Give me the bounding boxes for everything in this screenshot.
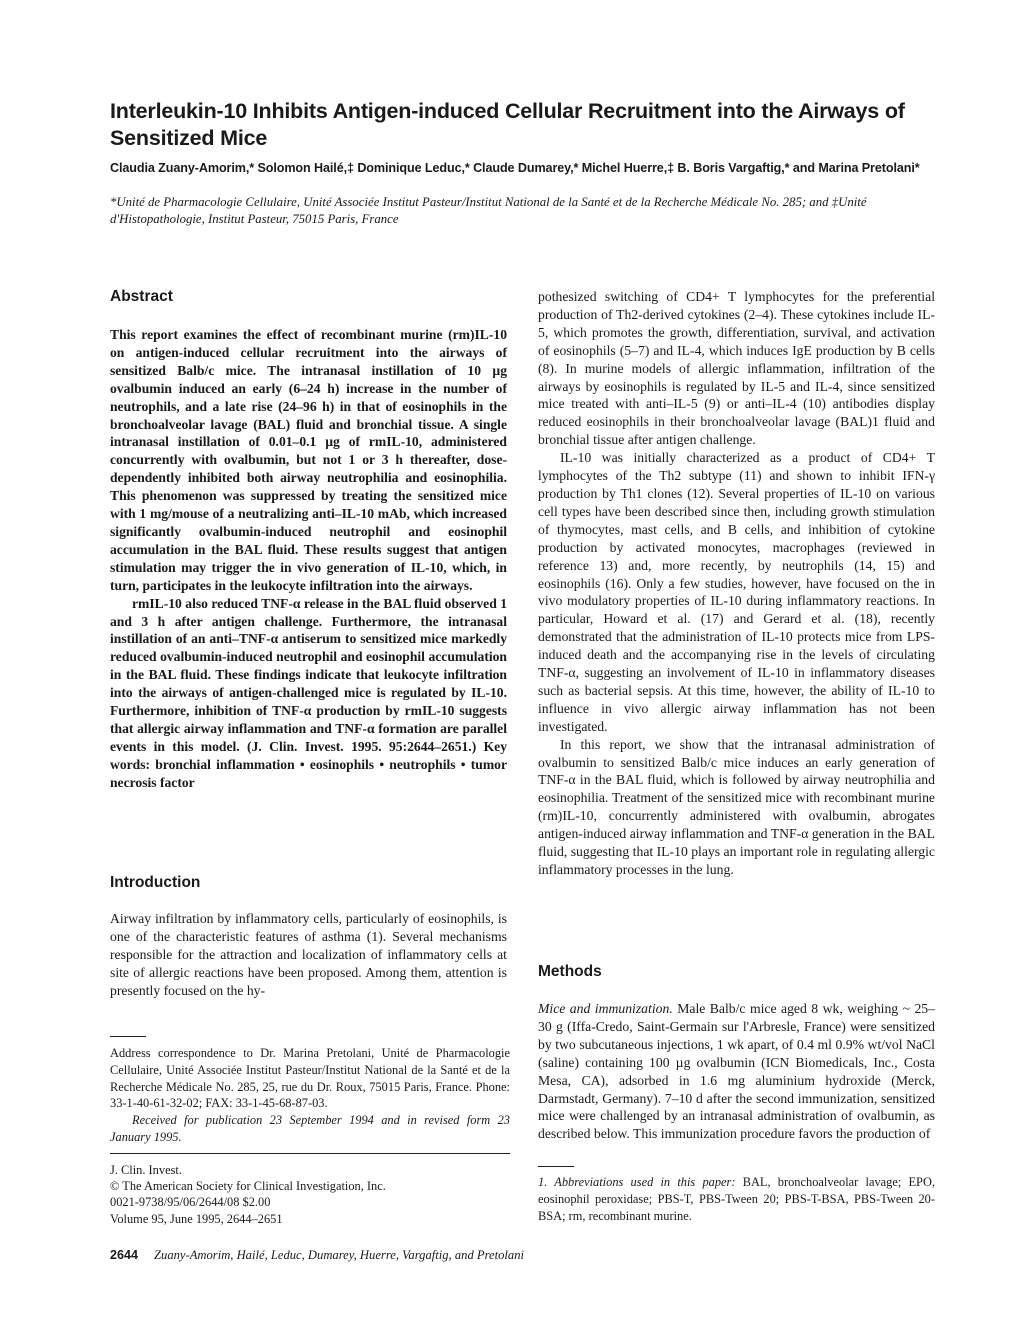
correspondence-address: Address correspondence to Dr. Marina Pretolani, Unité de Pharmacologie Cellulaire, Unité Associée Institut Pasteur/Institut National de la Santé et de la Recherche Médicale No. 285, 25, rue du Dr. Roux, 75015 Paris, France. Phone: 33-1-40-61-32-02; FAX: 33-1-45-68-87-03. (110, 1046, 510, 1111)
paper-title: Interleukin-10 Inhibits Antigen-induced Cellular Recruitment into the Airways of Sensitized Mice (110, 99, 905, 150)
introduction-paragraph-1: Airway infiltration by inflammatory cells, particularly of eosinophils, is one of the characteristic features of asthma (1). Several mechanisms responsible for the attraction and localization of inflammatory cells at site of allergic reactions have been proposed. Among them, attention is presently focused on the hy- (110, 911, 507, 998)
page-footer (110, 1248, 524, 1263)
journal-rule (110, 1153, 510, 1154)
introduction-body-right (538, 288, 935, 879)
running-authors: Zuany-Amorim, Hailé, Leduc, Dumarey, Huerre, Vargaftig, and Pretolani (154, 1248, 524, 1262)
received-dates: Received for publication 23 September 1994 and in revised form 23 January 1995. (110, 1113, 510, 1144)
affiliations: *Unité de Pharmacologie Cellulaire, Unité Associée Institut Pasteur/Institut National de la Santé et de la Recherche Médicale No. 285; and ‡Unité d'Histopathologie, Institut Pasteur, 75015 Paris, France (110, 195, 867, 226)
journal-copyright: © The American Society for Clinical Investigation, Inc. (110, 1179, 386, 1194)
introduction-paragraph-3: In this report, we show that the intranasal administration of ovalbumin to sensitized Balb/c mice induces an early generation of TNF-α in the BAL fluid, which is followed by airway neutrophilia and eosinophilia. Treatment of the sensitized mice with recombinant murine (rm)IL-10, concurrently administered with ovalbumin, abrogates antigen-induced airway inflammation and TNF-α generation in the BAL fluid, suggesting that IL-10 plays an important role in regulating allergic inflammatory processes in the lung. (538, 736, 935, 877)
footnote-rule (110, 1036, 146, 1037)
journal-info (110, 1162, 510, 1227)
abbrev-rule (538, 1166, 574, 1167)
introduction-paragraph-1-continued: pothesized switching of CD4+ T lymphocytes for the preferential production of Th2-derived cytokines (2–4). These cytokines include IL-5, which promotes the growth, differentiation, survival, and activation of eosinophils (5–7) and IL-4, which induces IgE production by B cells (8). In murine models of allergic inflammation, infiltration of the airways by eosinophils is regulated by IL-5 and IL-4, since sensitized mice treated with anti–IL-5 (9) or anti–IL-4 (10) antibodies display reduced eosinophils in their bronchoalveolar lavage (BAL)1 fluid and bronchial tissue after antigen challenge. (538, 289, 935, 448)
abstract-paragraph-2: rmIL-10 also reduced TNF-α release in the BAL fluid observed 1 and 3 h after antigen challenge. Furthermore, the intranasal instillation of an anti–TNF-α antiserum to sensitized mice markedly reduced ovalbumin-induced neutrophil and eosinophil accumulation in the BAL fluid. These findings indicate that leukocyte infiltration into the airways of antigen-challenged mice is regulated by IL-10. Furthermore, inhibition of TNF-α production by rmIL-10 suggests that allergic airway inflammation and TNF-α formation are parallel events in this model. (J. Clin. Invest. 1995. 95:2644–2651.) Key words: bronchial inflammation • eosinophils • neutrophils • tumor necrosis factor (110, 595, 507, 790)
journal-code: 0021-9738/95/06/2644/08 $2.00 (110, 1195, 271, 1210)
abstract-heading: Abstract (110, 288, 173, 305)
methods-body (538, 1000, 935, 1143)
introduction-heading: Introduction (110, 874, 201, 891)
introduction-paragraph-2: IL-10 was initially characterized as a product of CD4+ T lymphocytes of the Th2 subtype (11) and shown to inhibit IFN-γ production by Th1 clones (12). Several properties of IL-10 on various cell types have been described since then, including growth stimulation of thymocytes, mast cells, and B cells, and inhibition of cytokine production by activated monocytes, macrophages (reviewed in reference 13) and, more recently, by neutrophils (14, 15) and eosinophils (16). Only a few studies, however, have focused on the in vivo modulatory properties of IL-10 during inflammatory reactions. In particular, Howard et al. (17) and Gerard et al. (18), recently demonstrated that the administration of IL-10 protects mice from LPS-induced death and the accompanying rise in the levels of circulating TNF-α, suggesting an involvement of IL-10 in inflammatory diseases such as bacterial sepsis. At this time, however, the ability of IL-10 to influence in vivo allergic airway inflammation has not been investigated. (538, 450, 935, 734)
abbreviations-label: 1. Abbreviations used in this paper: (538, 1175, 736, 1189)
page-number: 2644 (110, 1248, 139, 1262)
journal-name: J. Clin. Invest. (110, 1163, 182, 1177)
author-list: Claudia Zuany-Amorim,* Solomon Hailé,‡ Dominique Leduc,* Claude Dumarey,* Michel Huerre,‡ B. Boris Vargaftig,* and Marina Pretolani* (110, 161, 920, 175)
abbreviations-text: BAL, bronchoalveolar lavage; EPO, eosinophil peroxidase; PBS-T, PBS-Tween 20; PBS-T-BSA, PBS-Tween 20-BSA; rm, recombinant murine. (538, 1175, 935, 1223)
journal-volume: Volume 95, June 1995, 2644–2651 (110, 1211, 283, 1226)
methods-heading: Methods (538, 963, 602, 980)
correspondence-note (110, 1045, 510, 1146)
abstract-paragraph-1: This report examines the effect of recombinant murine (rm)IL-10 on antigen-induced cellular recruitment into the airways of sensitized Balb/c mice. The intranasal instillation of 10 µg ovalbumin induced an early (6–24 h) increase in the number of neutrophils, and a late rise (24–96 h) in that of eosinophils in the bronchoalveolar lavage (BAL) fluid and bronchial tissue. A single intranasal instillation of 0.01–0.1 µg of rmIL-10, administered concurrently with ovalbumin, but not 1 or 3 h thereafter, dose-dependently inhibited both airway neutrophilia and eosinophilia. This phenomenon was suppressed by treating the sensitized mice with 1 mg/mouse of a neutralizing anti–IL-10 mAb, which increased significantly ovalbumin-induced neutrophil and eosinophil accumulation in the BAL fluid. These results suggest that antigen stimulation may trigger the in vivo generation of IL-10, which, in turn, participates in the leukocyte infiltration into the airways. (110, 327, 507, 593)
methods-paragraph-1: Male Balb/c mice aged 8 wk, weighing ~ 25–30 g (Iffa-Credo, Saint-Germain sur l'Arbresle, France) were sensitized by two subcutaneous injections, 1 wk apart, of 0.4 ml 0.9% wt/vol NaCl (saline) containing 100 µg ovalbumin (ICN Biomedicals, Inc., Costa Mesa, CA), adsorbed in 1.6 mg aluminium hydroxide (Merck, Darmstadt, Germany). 7–10 d after the second immunization, sensitized mice were challenged by an intranasal administration of ovalbumin, as described below. This immunization procedure favors the production of (538, 1001, 935, 1142)
methods-subheading: Mice and immunization. (538, 1001, 673, 1016)
abbreviations-footnote (538, 1174, 935, 1224)
introduction-body-left (110, 910, 507, 1018)
abstract-body (110, 326, 507, 792)
